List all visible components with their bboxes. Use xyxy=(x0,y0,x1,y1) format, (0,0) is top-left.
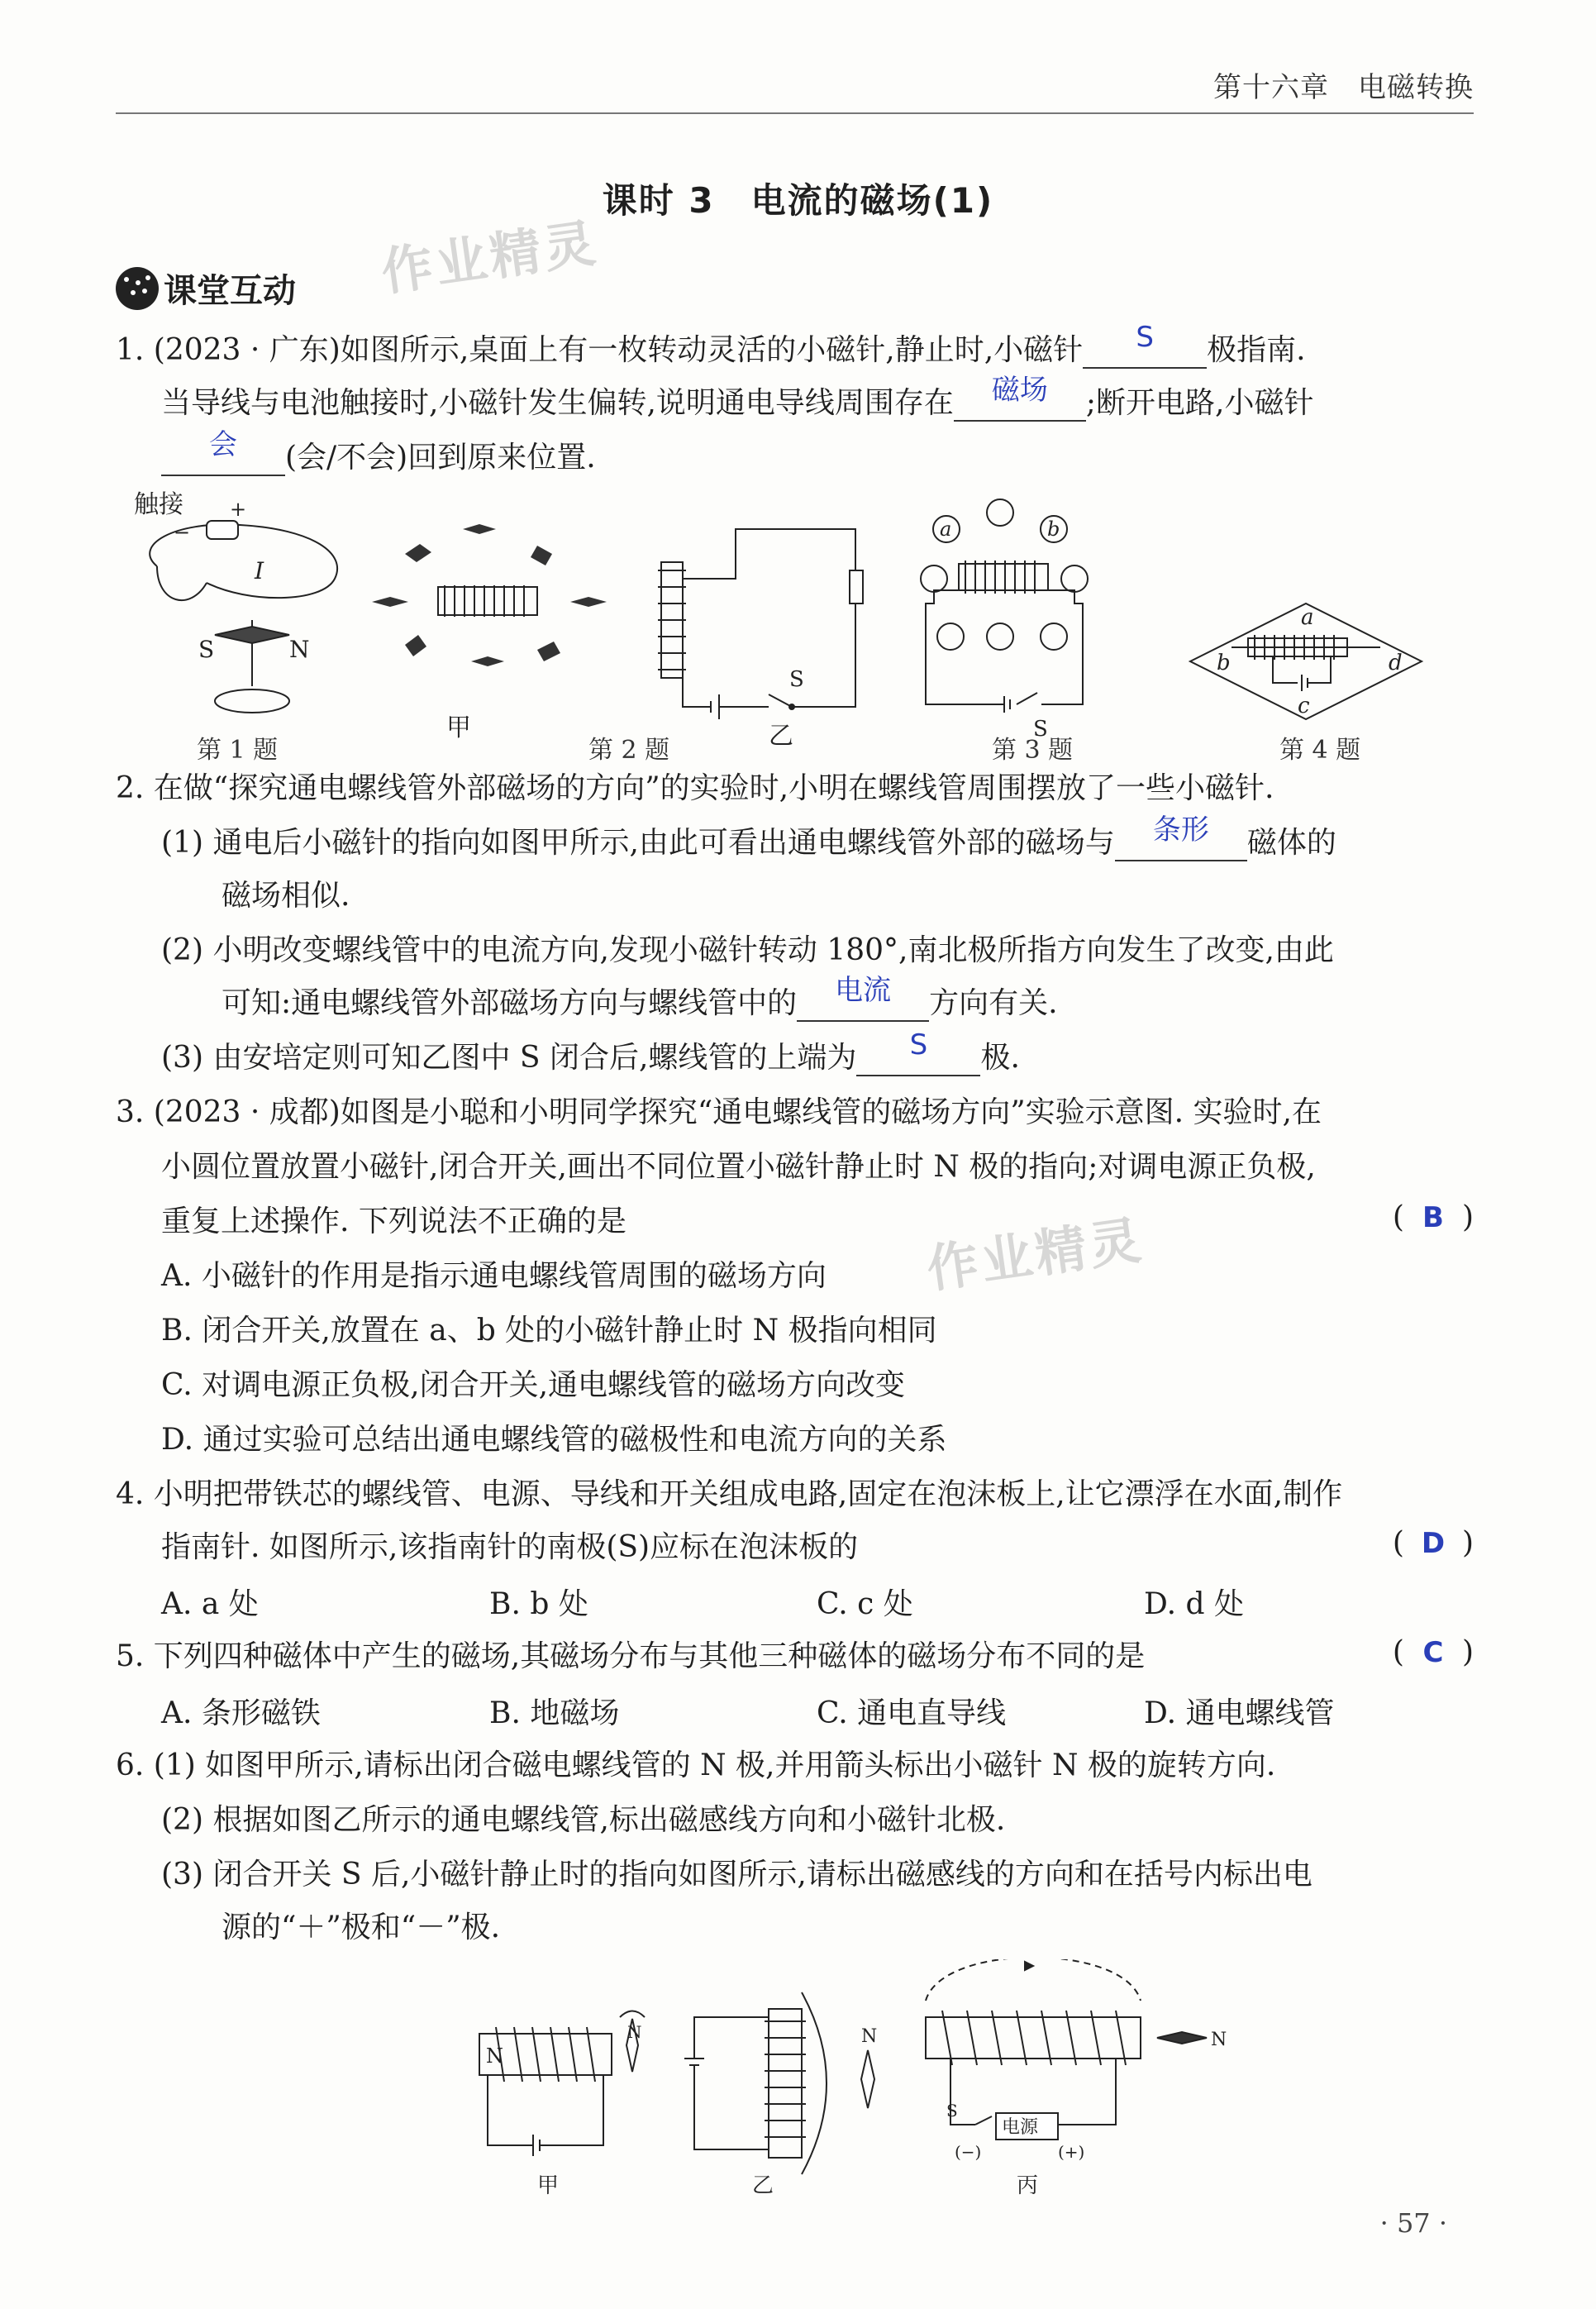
fig1-touch-label: 触接 xyxy=(134,490,183,519)
watermark-2: 作业精灵 xyxy=(922,1209,1148,1300)
svg-text:N: N xyxy=(627,2022,642,2042)
q1-line-1: 1. (2023 · 广东)如图所示,桌面上有一枚转动灵活的小磁针,静止时,小磁针 S 极指南. xyxy=(116,321,1306,367)
q1-blank-2[interactable]: 磁场 xyxy=(954,382,1086,422)
q6-part-3-cont: 源的“＋”极和“－”极. xyxy=(222,1911,501,1944)
svg-text:乙: 乙 xyxy=(752,2173,774,2198)
q1-blank-1[interactable]: S xyxy=(1083,329,1207,369)
fig1-caption: 第 1 题 xyxy=(197,736,279,765)
svg-text:c: c xyxy=(1298,694,1310,718)
svg-text:S: S xyxy=(789,667,804,692)
svg-text:(−): (−) xyxy=(955,2142,982,2162)
fig2-yi-label: 乙 xyxy=(769,722,793,751)
q2-blank-2[interactable]: 电流 xyxy=(797,982,929,1022)
q6-fig-bing xyxy=(926,1959,1227,2198)
fig2-jia-label: 甲 xyxy=(446,713,471,742)
fig2-caption: 第 2 题 xyxy=(588,736,670,765)
svg-text:b: b xyxy=(1217,651,1231,675)
q5-option-d: D. 通电螺线管 xyxy=(1144,1696,1335,1730)
q4-option-d: D. d 处 xyxy=(1144,1587,1244,1621)
q6-part-1: 6. (1) 如图甲所示,请标出闭合磁电螺线管的 N 极,并用箭头标出小磁针 N 极的旋转方向. xyxy=(116,1748,1276,1782)
q5-option-c: C. 通电直导线 xyxy=(817,1696,1007,1730)
svg-text:S: S xyxy=(198,636,215,663)
figure-1 xyxy=(134,490,337,713)
svg-text:S: S xyxy=(946,2101,958,2121)
q3-answer[interactable]: ( B ) xyxy=(1392,1200,1474,1234)
q1-line-3: 会 (会/不会)回到原来位置. xyxy=(161,437,1474,479)
header-rule xyxy=(116,112,1474,114)
fig3-caption: 第 3 题 xyxy=(992,736,1074,765)
svg-text:+: + xyxy=(230,498,247,521)
q6-fig-jia xyxy=(479,2011,645,2199)
figure-2 xyxy=(372,524,863,751)
q5-option-a: A. 条形磁铁 xyxy=(161,1696,321,1730)
q4-option-a: A. a 处 xyxy=(161,1587,259,1621)
q3-line-2: 小圆位置放置小磁针,闭合开关,画出不同位置小磁针静止时 N 极的指向;对调电源正负极, xyxy=(161,1150,1316,1184)
svg-text:b: b xyxy=(1047,518,1060,541)
q4-line-2: 指南针. 如图所示,该指南针的南极(S)应标在泡沫板的 xyxy=(161,1530,859,1564)
fig4-caption: 第 4 题 xyxy=(1279,736,1361,765)
chapter-header: 第十六章 电磁转换 xyxy=(1213,71,1474,104)
q5-answer[interactable]: ( C ) xyxy=(1392,1635,1474,1669)
q3-option-d: D. 通过实验可总结出通电螺线管的磁极性和电流方向的关系 xyxy=(161,1423,947,1457)
svg-text:电源: 电源 xyxy=(1002,2117,1039,2138)
q3-line-3: 重复上述操作. 下列说法不正确的是 xyxy=(161,1205,626,1238)
svg-text:a: a xyxy=(940,518,952,541)
q4-option-b: B. b 处 xyxy=(489,1587,588,1621)
fig1-current-label: I xyxy=(255,557,264,584)
figure-4 xyxy=(1190,603,1422,719)
q1-blank-3[interactable]: 会 xyxy=(161,437,285,476)
q3-option-a: A. 小磁针的作用是指示通电螺线管周围的磁场方向 xyxy=(161,1259,827,1293)
q2-blank-1[interactable]: 条形 xyxy=(1115,822,1247,861)
q2-part-1: (1) 通电后小磁针的指向如图甲所示,由此可看出通电螺线管外部的磁场与 条形 磁体的 xyxy=(161,813,1336,860)
q4-option-c: C. c 处 xyxy=(817,1587,913,1621)
q4-answer[interactable]: ( D ) xyxy=(1392,1526,1474,1560)
q5-option-b: B. 地磁场 xyxy=(489,1696,620,1730)
svg-text:N: N xyxy=(289,636,310,663)
section-heading xyxy=(116,265,296,312)
svg-text:S: S xyxy=(1033,717,1048,742)
q4-line-1: 4. 小明把带铁芯的螺线管、电源、导线和开关组成电路,固定在泡沫板上,让它漂浮在水面,制作 xyxy=(116,1477,1343,1511)
q3-option-c: C. 对调电源正负极,闭合开关,通电螺线管的磁场方向改变 xyxy=(161,1368,906,1402)
q3-option-b: B. 闭合开关,放置在 a、b 处的小磁针静止时 N 极指向相同 xyxy=(161,1314,937,1348)
q6-part-2: (2) 根据如图乙所示的通电螺线管,标出磁感线方向和小磁针北极. xyxy=(161,1803,1006,1837)
q6-fig-yi xyxy=(684,1992,877,2198)
svg-text:a: a xyxy=(1301,605,1314,630)
svg-text:丙: 丙 xyxy=(1017,2173,1039,2198)
q2-stem: 2. 在做“探究通电螺线管外部磁场的方向”的实验时,小明在螺线管周围摆放了一些小磁针. xyxy=(116,771,1274,805)
lesson-title: 课时 3 电流的磁场(1) xyxy=(602,180,994,221)
figure-3 xyxy=(921,499,1088,742)
svg-text:N: N xyxy=(486,2044,503,2068)
q6-part-3: (3) 闭合开关 S 后,小磁针静止时的指向如图所示,请标出磁感线的方向和在括号内标出电 xyxy=(161,1858,1313,1892)
q2-part-2: (2) 小明改变螺线管中的电流方向,发现小磁针转动 180°,南北极所指方向发生了改变,由此 xyxy=(161,933,1334,967)
q2-part-1-cont: 磁场相似. xyxy=(222,879,350,913)
q6-figure xyxy=(463,1959,1289,2207)
svg-text:N: N xyxy=(1211,2030,1227,2050)
watermark: 作业精灵 xyxy=(377,212,603,303)
q2-blank-3[interactable]: S xyxy=(856,1037,980,1076)
section-title: 课堂互动 xyxy=(164,272,296,310)
svg-text:(+): (+) xyxy=(1058,2142,1085,2162)
figures-row xyxy=(124,488,1488,761)
classroom-icon xyxy=(116,267,159,310)
q2-part-2-cont: 可知:通电螺线管外部磁场方向与螺线管中的 电流 方向有关. xyxy=(222,974,1058,1020)
svg-text:d: d xyxy=(1389,651,1403,675)
q3-line-1: 3. (2023 · 成都)如图是小聪和小明同学探究“通电螺线管的磁场方向”实验示意图. 实验时,在 xyxy=(116,1095,1322,1129)
q5-line-1: 5. 下列四种磁体中产生的磁场,其磁场分布与其他三种磁体的磁场分布不同的是 xyxy=(116,1639,1146,1673)
svg-text:甲: 甲 xyxy=(537,2173,560,2198)
svg-text:N: N xyxy=(861,2026,878,2047)
svg-text:−: − xyxy=(174,521,191,544)
q1-line-2: 当导线与电池触接时,小磁针发生偏转,说明通电导线周围存在 磁场 ;断开电路,小磁针 xyxy=(161,374,1314,420)
q2-part-3: (3) 由安培定则可知乙图中 S 闭合后,螺线管的上端为 S 极. xyxy=(161,1028,1020,1075)
page-number: · 57 · xyxy=(1379,2207,1447,2239)
